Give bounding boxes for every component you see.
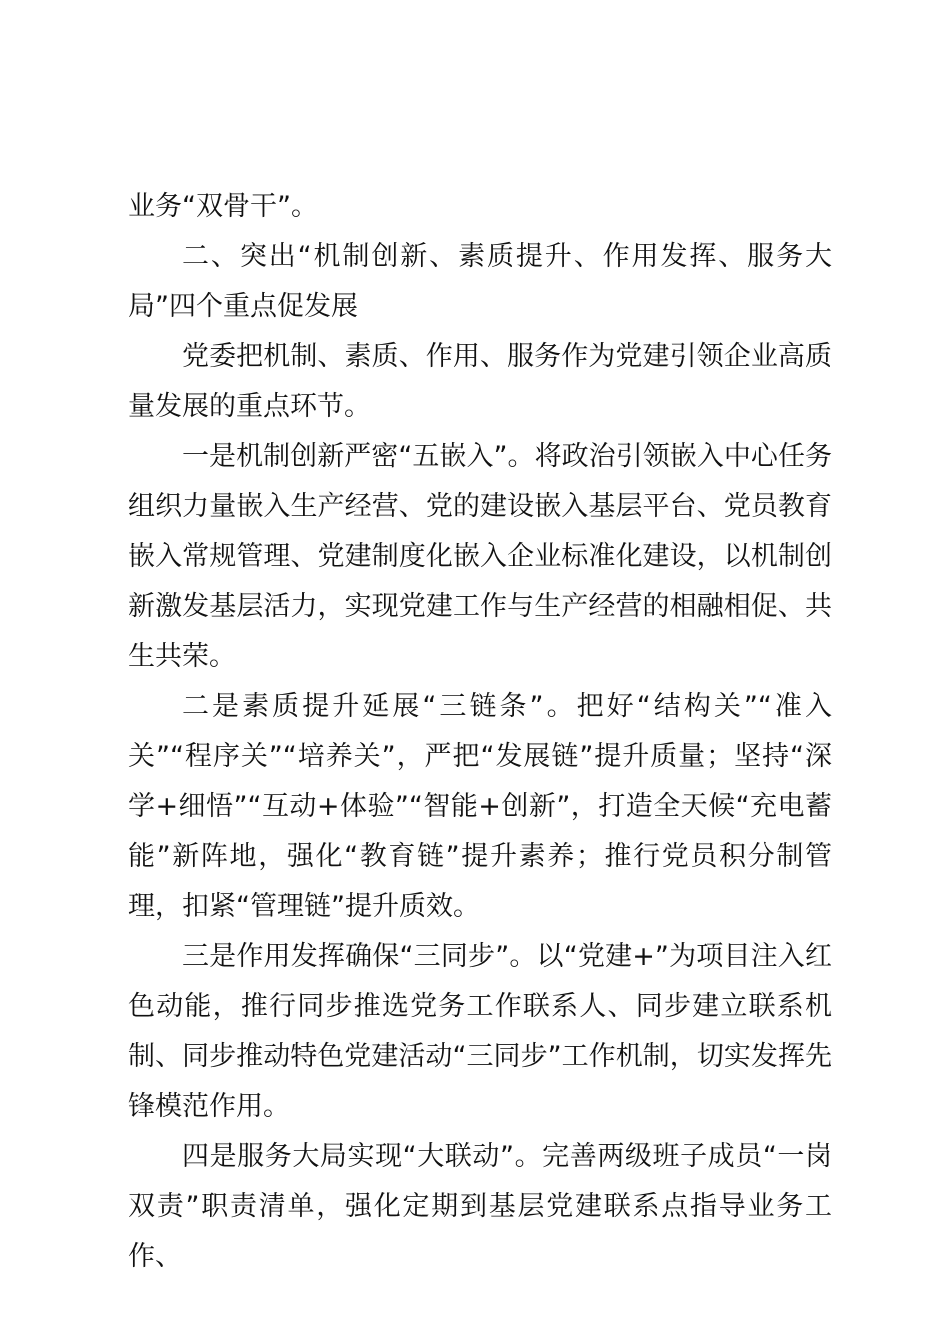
- section-heading: 二、突出“机制创新、素质提升、作用发挥、服务大局”四个重点促发展: [128, 241, 832, 322]
- paragraph-quality: 二是素质提升延展“三链条”。把好“结构关”“准入关”“程序关”“培养关”，严把“发展链”提升质量；坚持“深学+细悟”“互动+体验”“智能+创新”，打造全天候“充电蓄能”新阵地，强化“教育链”提升素养；推行党员积分制管理，扣紧“管理链”提升质效。: [128, 691, 832, 922]
- paragraph-continuation: 业务“双骨干”。: [128, 191, 318, 222]
- paragraph-service: 四是服务大局实现“大联动”。完善两级班子成员“一岗双责”职责清单，强化定期到基层党建联系点指导业务工作、: [128, 1141, 832, 1272]
- paragraph-mechanism: 一是机制创新严密“五嵌入”。将政治引领嵌入中心任务组织力量嵌入生产经营、党的建设嵌入基层平台、党员教育嵌入常规管理、党建制度化嵌入企业标准化建设，以机制创新激发基层活力，实现党建工作与生产经营的相融相促、共生共荣。: [128, 441, 832, 672]
- paragraph-intro: 党委把机制、素质、作用、服务作为党建引领企业高质量发展的重点环节。: [128, 341, 832, 422]
- paragraph-role: 三是作用发挥确保“三同步”。以“党建+”为项目注入红色动能，推行同步推选党务工作联系人、同步建立联系机制、同步推动特色党建活动“三同步”工作机制，切实发挥先锋模范作用。: [128, 941, 832, 1122]
- document-body: [128, 182, 832, 1282]
